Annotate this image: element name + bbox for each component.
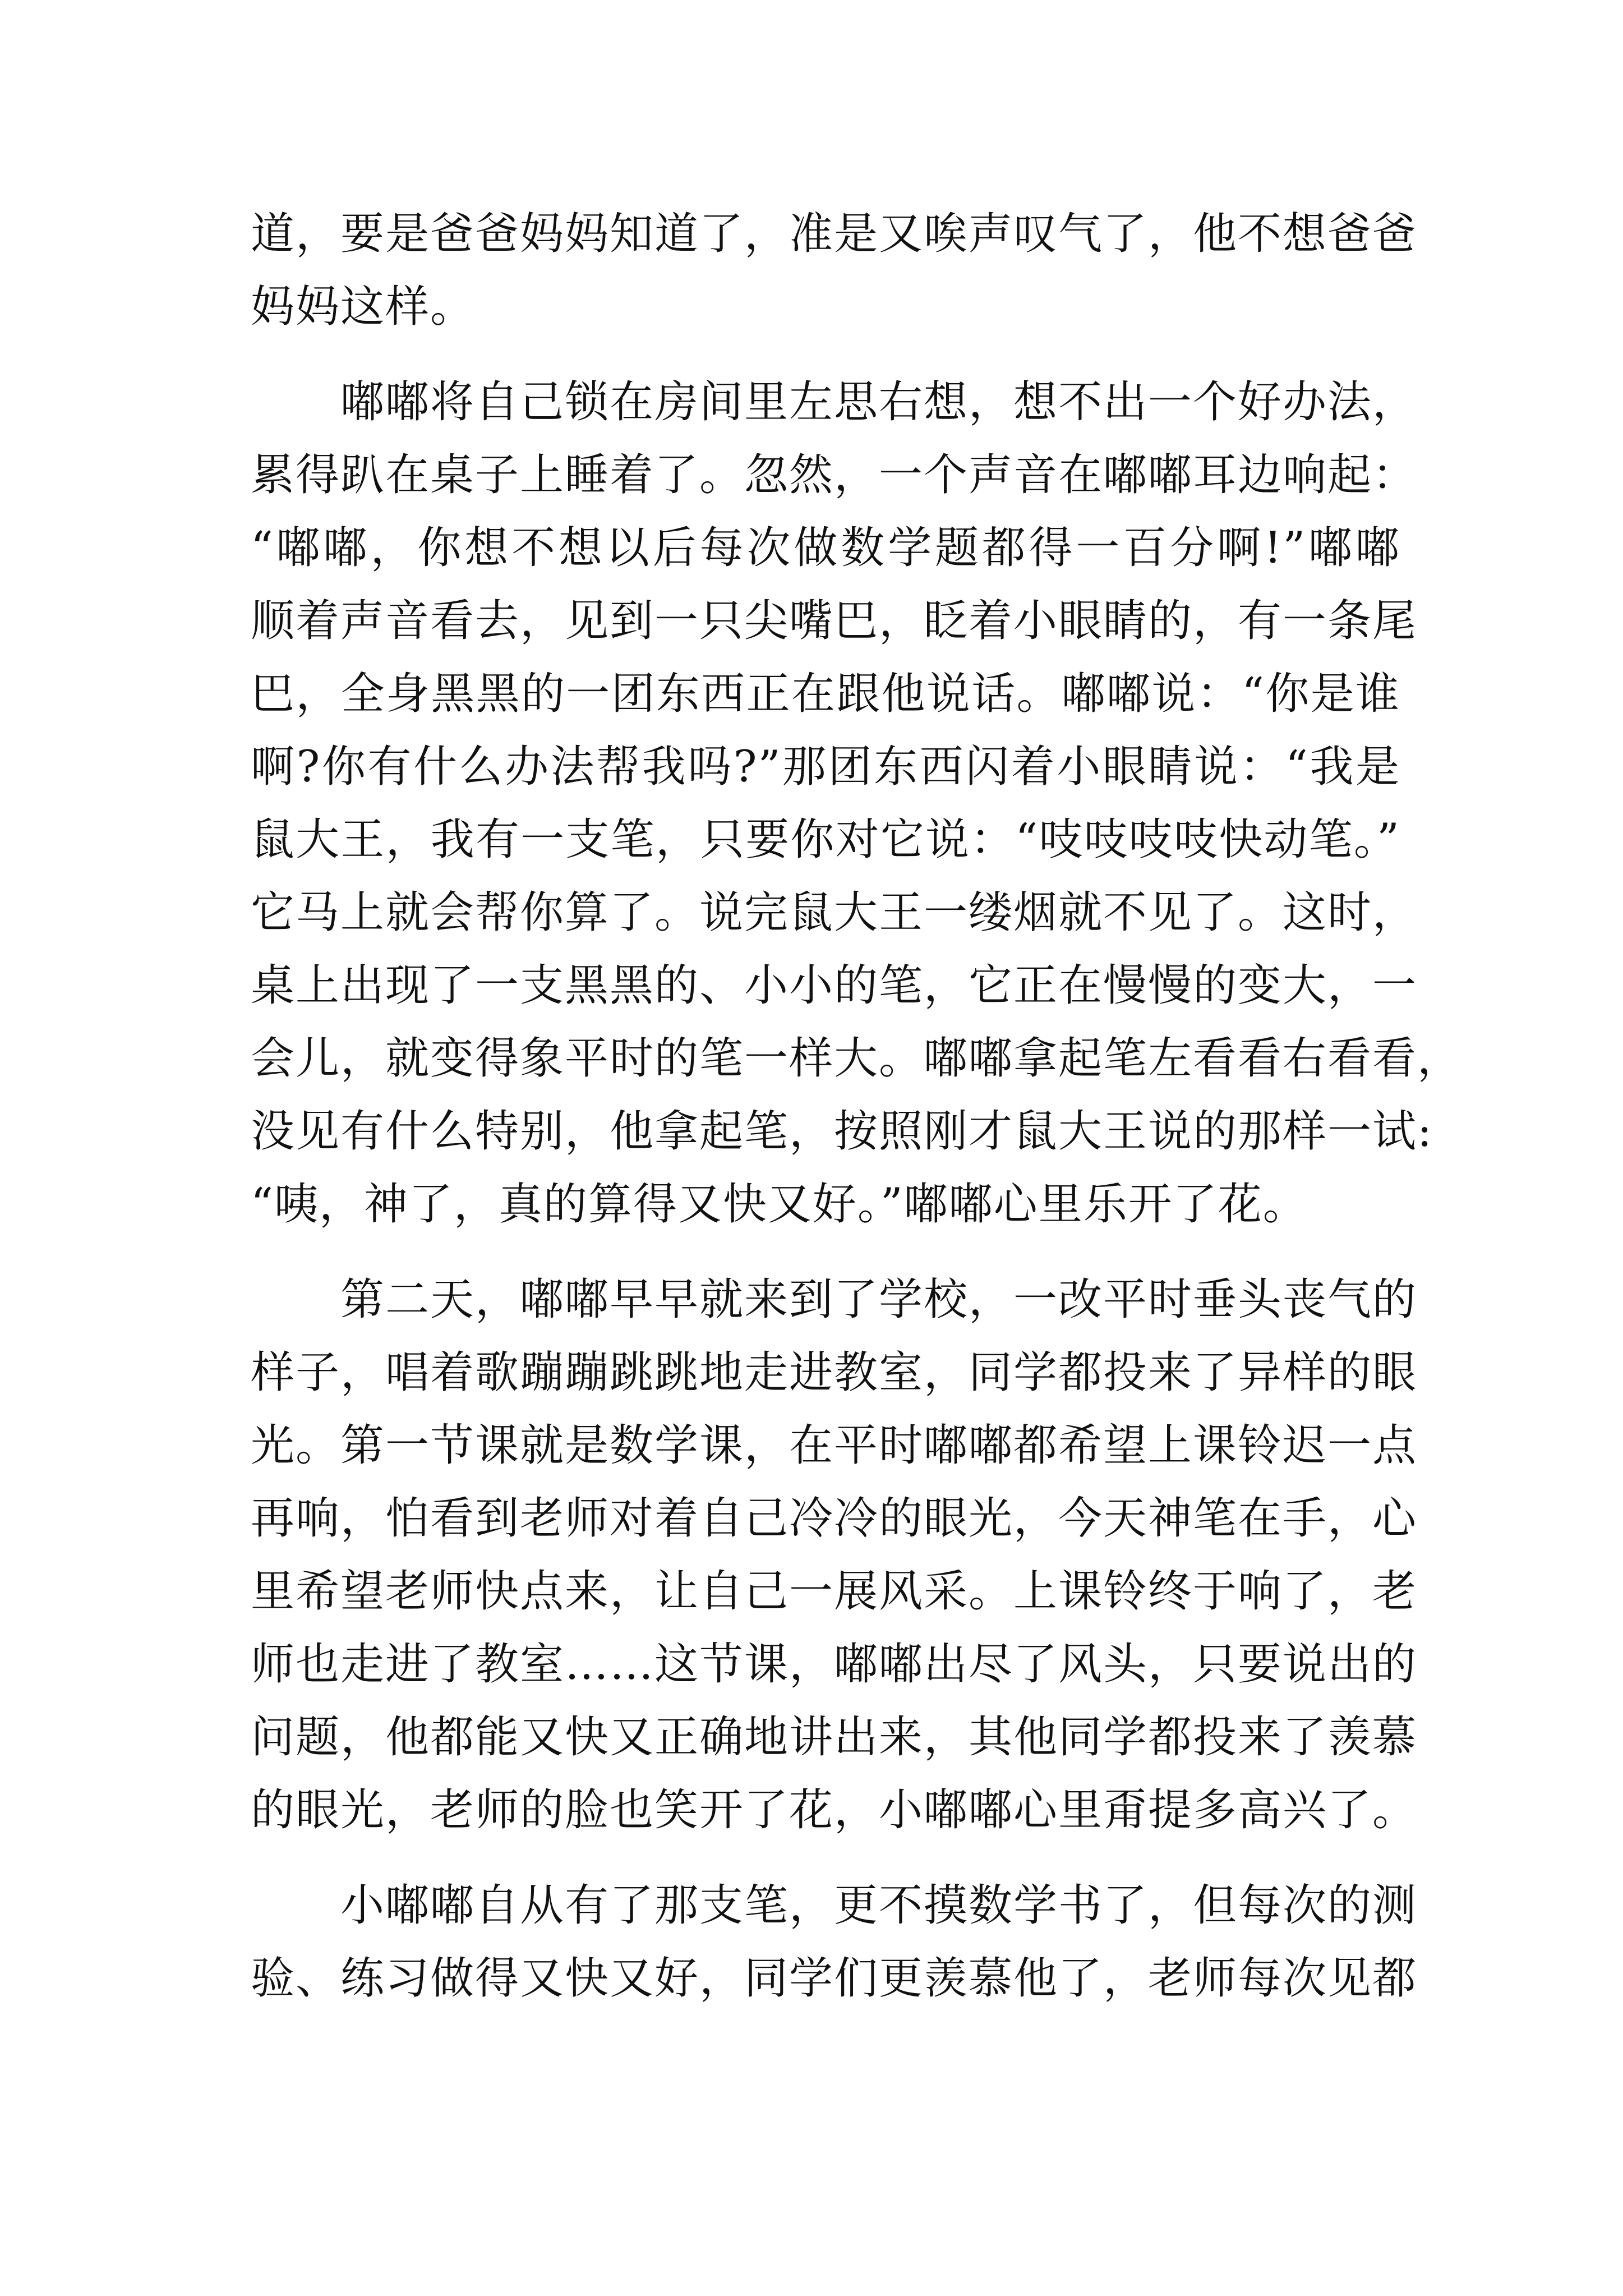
text-line: 师也走进了教室……这节课，嘟嘟出尽了风头，只要说出的 (251, 1639, 1418, 1690)
text-line: 样子，唱着歌蹦蹦跳跳地走进教室，同学都投来了异样的眼 (251, 1347, 1418, 1398)
text-line: 嘟嘟将自己锁在房间里左思右想，想不出一个好办法， (340, 377, 1418, 427)
text-line: 累得趴在桌子上睡着了。忽然，一个声音在嘟嘟耳边响起： (251, 450, 1418, 500)
text-line: 验、练习做得又快又好，同学们更羡慕他了，老师每次见都 (251, 1953, 1418, 2004)
text-line: 它马上就会帮你算了。说完鼠大王一缕烟就不见了。这时， (251, 887, 1418, 938)
paragraph-1 (251, 197, 1418, 343)
text-line: 第二天，嘟嘟早早就来到了学校，一改平时垂头丧气的 (340, 1274, 1418, 1325)
text-line: 巴，全身黑黑的一团东西正在跟他说话。嘟嘟说：“你是谁 (251, 669, 1400, 719)
text-line: “嘟嘟，你想不想以后每次做数学题都得一百分啊!”嘟嘟 (251, 523, 1400, 573)
text-line: 里希望老师快点来，让自己一展风采。上课铃终于响了，老 (251, 1566, 1418, 1617)
text-line: 没见有什么特别，他拿起笔，按照刚才鼠大王说的那样一试: (251, 1106, 1433, 1157)
body-text (251, 197, 1463, 2015)
text-line: 再响，怕看到老师对着自己冷冷的眼光，今天神笔在手，心 (251, 1493, 1418, 1544)
text-line: 道，要是爸爸妈妈知道了，准是又唉声叹气了，他不想爸爸 (251, 209, 1418, 259)
text-line: 鼠大王，我有一支笔，只要你对它说：“吱吱吱吱快动笔。” (251, 815, 1400, 865)
text-line: 会儿，就变得象平时的笔一样大。嘟嘟拿起笔左看看右看看， (251, 1033, 1463, 1084)
paragraph-3 (251, 1263, 1418, 1847)
text-line: 光。第一节课就是数学课，在平时嘟嘟都希望上课铃迟一点 (251, 1420, 1418, 1471)
text-line: 桌上出现了一支黑黑的、小小的笔，它正在慢慢的变大，一 (251, 960, 1418, 1011)
text-line: 小嘟嘟自从有了那支笔，更不摸数学书了，但每次的测 (340, 1880, 1418, 1931)
text-line: “咦，神了，真的算得又快又好。”嘟嘟心里乐开了花。 (251, 1179, 1308, 1230)
text-line: 的眼光，老师的脸也笑开了花，小嘟嘟心里甭提多高兴了。 (251, 1785, 1418, 1835)
paragraph-4 (251, 1869, 1418, 2015)
text-line: 问题，他都能又快又正确地讲出来，其他同学都投来了羡慕 (251, 1712, 1418, 1763)
text-line: 啊?你有什么办法帮我吗?”那团东西闪着小眼睛说：“我是 (251, 742, 1400, 792)
text-line: 妈妈这样。 (251, 282, 476, 332)
text-line: 顺着声音看去，见到一只尖嘴巴，眨着小眼睛的，有一条尾 (251, 596, 1418, 646)
paragraph-2 (251, 366, 1463, 1241)
